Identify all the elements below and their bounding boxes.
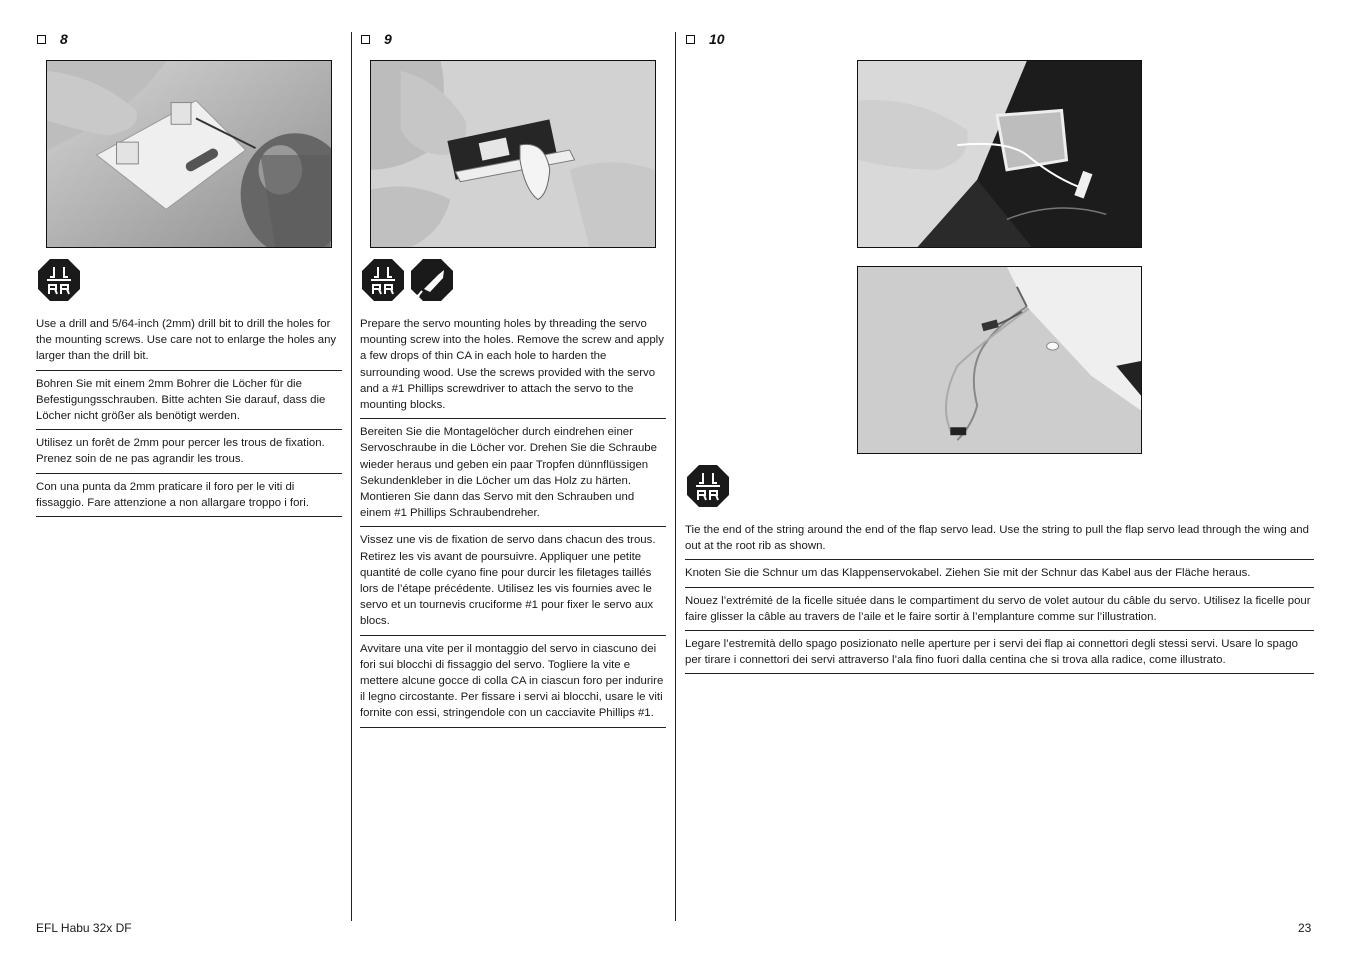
page-number: 23 [1298,921,1312,935]
step-8-text [36,316,342,522]
step-number: 9 [384,31,392,47]
step-9-header [361,30,392,48]
manual-title: EFL Habu 32x DF [36,921,132,935]
instruction-fr: Utilisez un forêt de 2mm pour percer les trous de fixation. Prenez soin de ne pas agrandir les trous. [36,435,342,473]
instruction-it: Con una punta da 2mm praticare il foro per le viti di fissaggio. Fare attenzione a non allargare troppo i fori. [36,479,342,517]
instruction-it: Avvitare una vite per il montaggio del servo in ciascuno dei fori sui blocchi di fissaggio del servo. Togliere la vite e mettere alcune gocce di colla CA in ciascun foro per indurire il legno circostante. Per fissare i servi ai blocchi, usare le viti fornite con essi, stringendole con un cacciavite Phillips #1. [360,641,666,728]
step-10-text [685,522,1314,679]
column-divider [351,32,352,921]
step-10-header [686,30,725,48]
column-divider [675,32,676,921]
step-checkbox[interactable] [686,35,695,44]
step-number: 10 [709,31,725,47]
instruction-en: Use a drill and 5/64-inch (2mm) drill bit to drill the holes for the mounting screws. Use care not to enlarge the holes any larger than the drill bit. [36,316,342,371]
step-number: 8 [60,31,68,47]
tool-icon [361,258,405,302]
step-9-text [360,316,666,733]
wing-servo-bay-photo [857,60,1142,248]
instruction-de: Bereiten Sie die Montagelöcher durch eindrehen einer Servoschraube in die Löcher vor. Drehen Sie die Schraube wieder heraus und geben ein paar Tropfen dünnflüssigen Sekundenkleber in die Löcher um das Holz zu härten. Montieren Sie dann das Servo mit den Schrauben und einem #1 Phillips Schraubendreher. [360,424,666,527]
instruction-de: Knoten Sie die Schnur um das Klappenservokabel. Ziehen Sie mit der Schnur das Kabel aus der Fläche heraus. [685,565,1314,587]
instruction-fr: Vissez une vis de fixation de servo dans chacun des trous. Retirez les vis avant de poursuivre. Appliquer une petite quantité de colle cyano fine pour durcir les filetages taillés lors de l’étape précédente. Utilisez les vis fournies avec le servo et un tournevis cruciforme #1 pour fixer le servo aux blocs. [360,532,666,635]
servo-photo [370,60,656,248]
step-8-header [37,30,68,48]
tool-icon [37,258,81,302]
step-checkbox[interactable] [37,35,46,44]
instruction-en: Tie the end of the string around the end of the flap servo lead. Use the string to pull the flap servo lead through the wing and out at the root rib as shown. [685,522,1314,560]
instruction-fr: Nouez l’extrémité de la ficelle située dans le compartiment du servo de volet autour du câble du servo. Utilisez la ficelle pour faire glisser la câble au travers de l’aile et le faire sortir à l’emplanture comme sur l’illustration. [685,593,1314,631]
step-checkbox[interactable] [361,35,370,44]
servo-lead-exiting-root-photo [857,266,1142,454]
instruction-de: Bohren Sie mit einem 2mm Bohrer die Löcher für die Befestigungsschrauben. Bitte achten Sie darauf, dass die Löcher nicht größer als benötigt werden. [36,376,342,431]
instruction-en: Prepare the servo mounting holes by threading the servo mounting screw into the holes. Remove the screw and apply a few drops of thin CA in each hole to harden the surrounding wood. Use the screws provided with the servo and a #1 Phillips screwdriver to attach the servo to the mounting blocks. [360,316,666,419]
glue-bottle-icon [410,258,454,302]
drill-photo [46,60,332,248]
tool-icon [686,464,730,508]
instruction-it: Legare l’estremità dello spago posizionato nelle aperture per i servi dei flap ai connettori degli stessi servi. Usare lo spago per tirare i connettori dei servi attraverso l’ala fino fuori dalla centina che si trova alla radice, come illustrato. [685,636,1314,674]
